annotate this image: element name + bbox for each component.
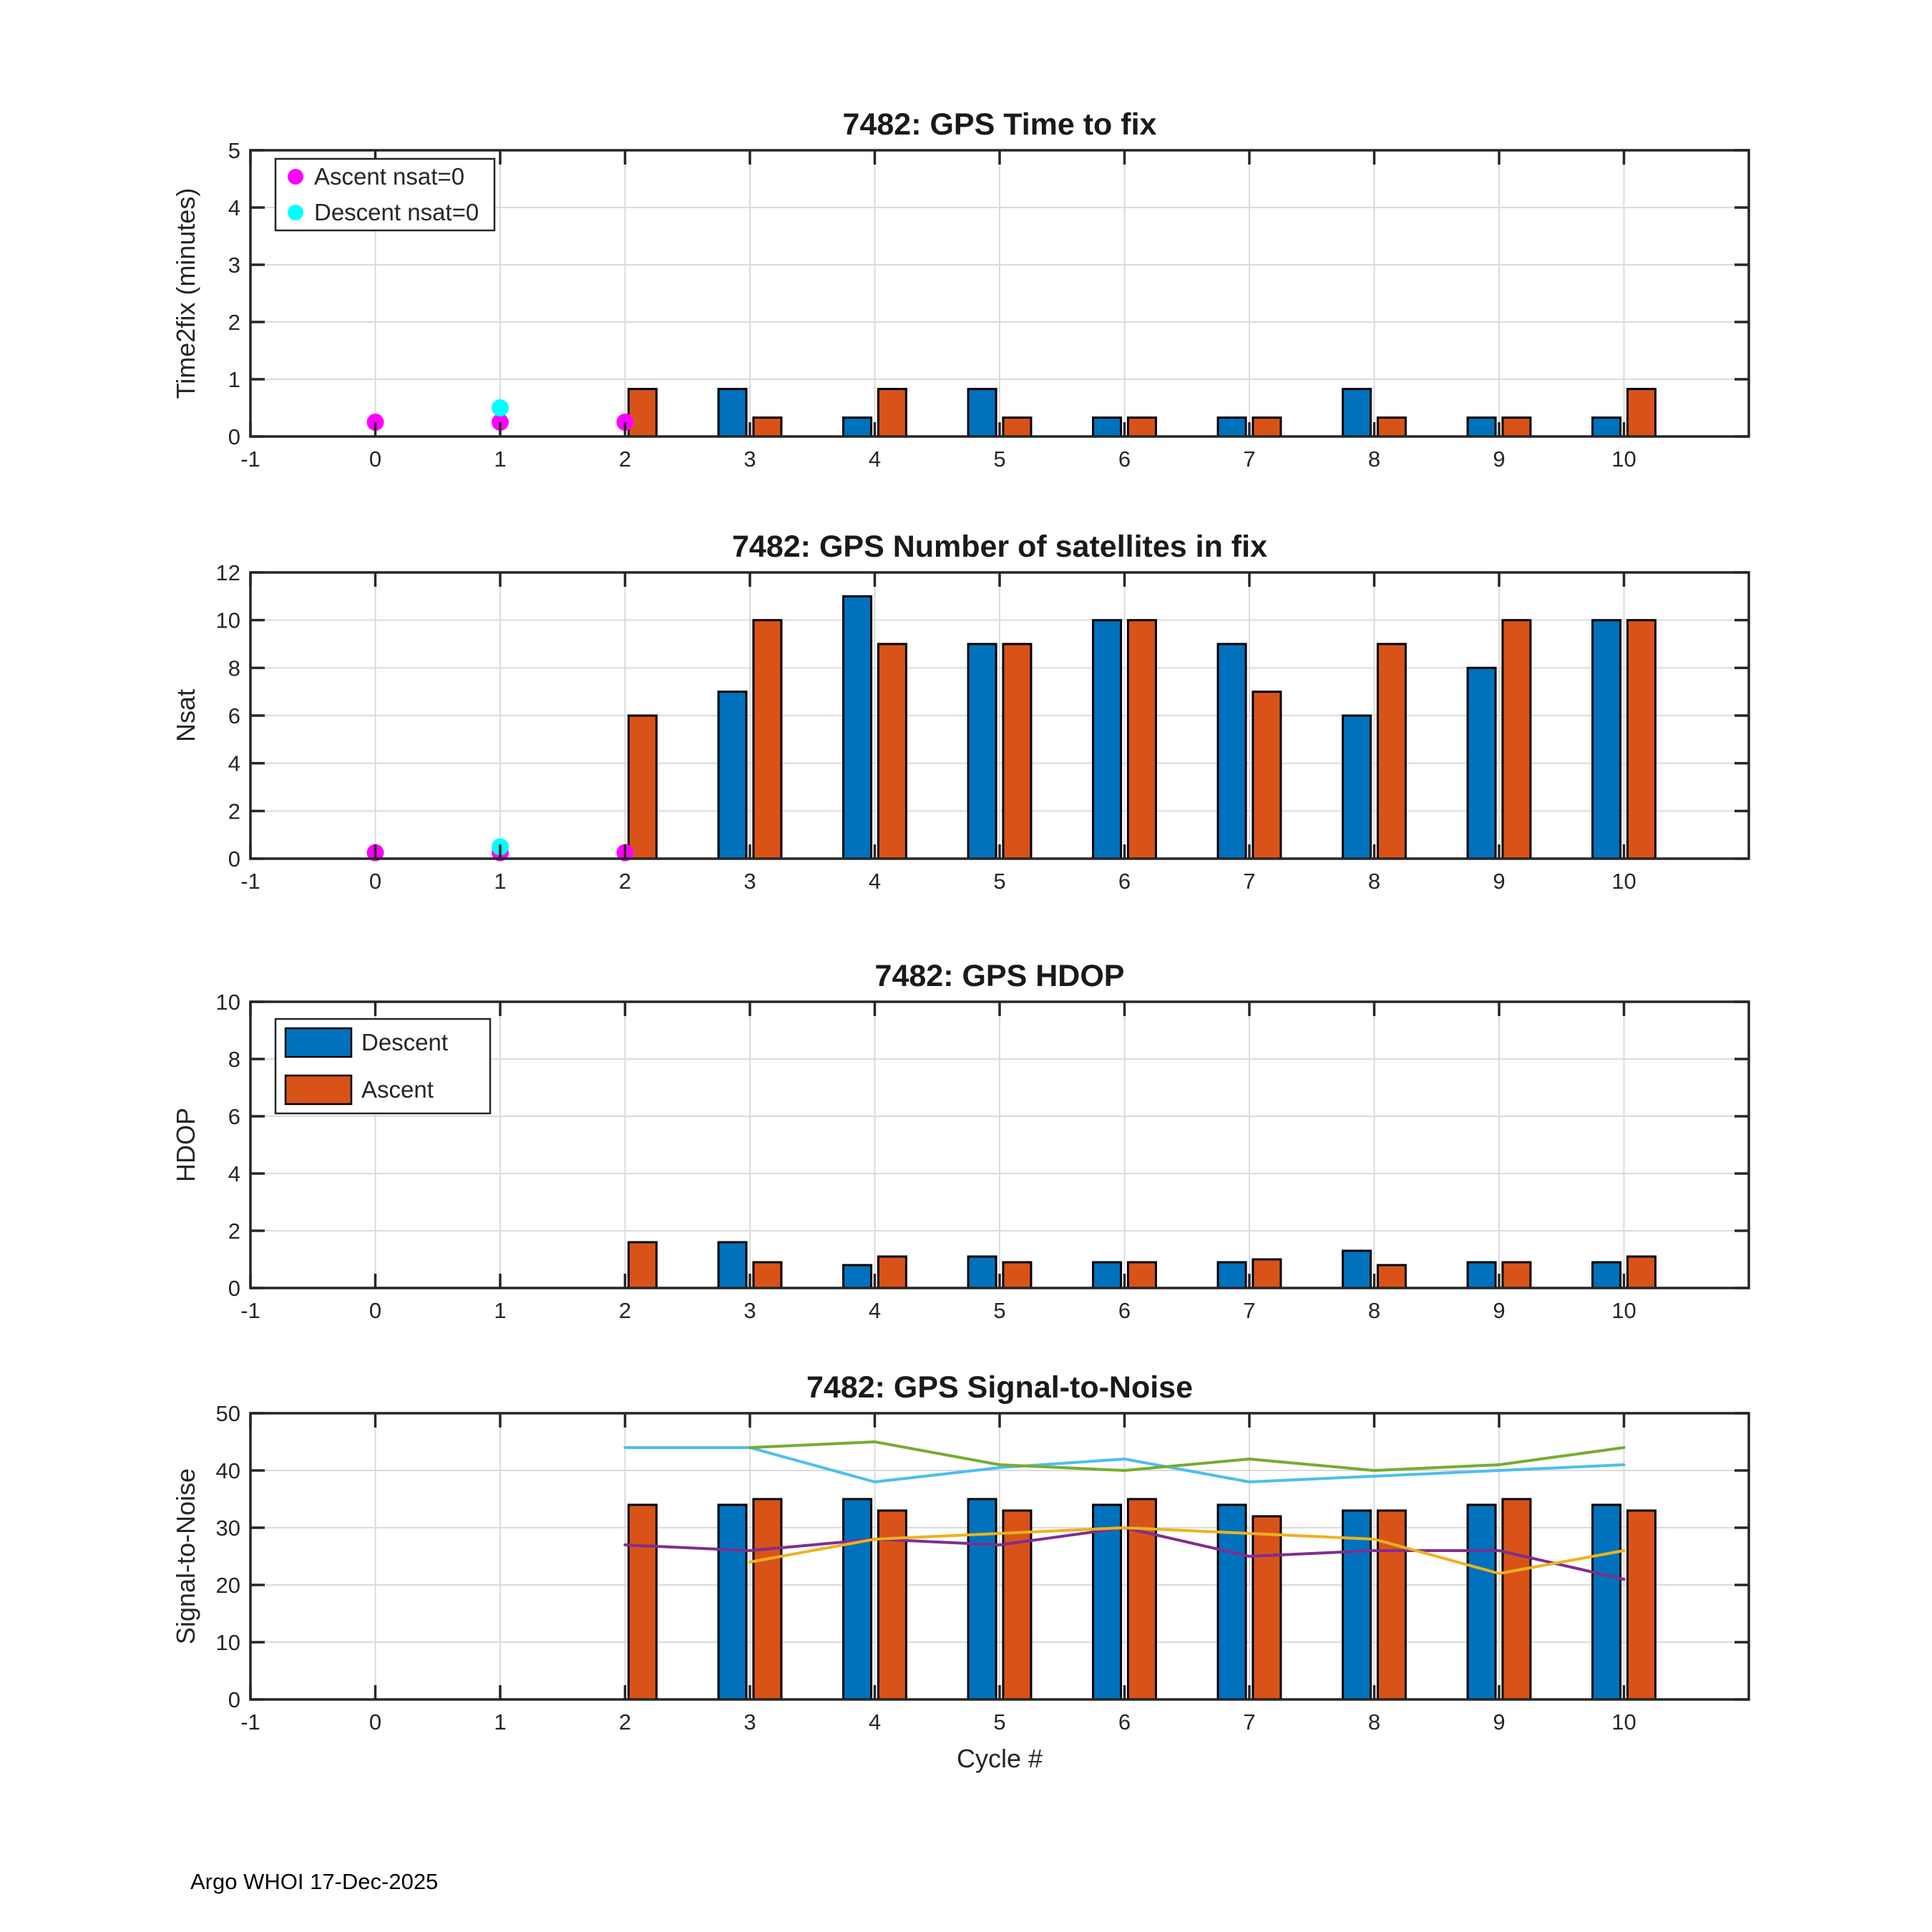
y-tick-label: 0 bbox=[228, 847, 240, 872]
x-tick-label: 10 bbox=[1611, 1298, 1636, 1323]
x-tick-label: 2 bbox=[618, 1298, 632, 1323]
x-tick-label: 1 bbox=[494, 1709, 507, 1735]
bar-descent-cycle-9 bbox=[1468, 1505, 1496, 1699]
x-tick-label: 0 bbox=[369, 1709, 382, 1735]
bar-descent-cycle-6 bbox=[1093, 418, 1121, 436]
x-tick-label: 5 bbox=[993, 1298, 1006, 1323]
x-tick-label: 7 bbox=[1243, 1298, 1256, 1323]
bar-ascent-cycle-7 bbox=[1253, 692, 1281, 859]
x-tick-label: 7 bbox=[1243, 869, 1256, 894]
y-tick-label: 10 bbox=[215, 1630, 240, 1655]
x-tick-label: 5 bbox=[993, 869, 1006, 894]
bar-ascent-cycle-8 bbox=[1377, 418, 1405, 436]
bar-descent-cycle-3 bbox=[718, 389, 746, 436]
x-tick-label: 3 bbox=[743, 869, 756, 894]
subplot-title: 7482: GPS HDOP bbox=[874, 959, 1125, 993]
x-tick-label: 1 bbox=[494, 1298, 507, 1323]
bar-descent-cycle-4 bbox=[844, 418, 872, 436]
x-tick-label: 4 bbox=[868, 1298, 882, 1323]
legend-marker-icon bbox=[288, 205, 303, 220]
y-axis-label: Time2fix (minutes) bbox=[171, 187, 200, 399]
x-tick-label: 2 bbox=[618, 1709, 632, 1735]
bar-ascent-cycle-3 bbox=[753, 620, 781, 859]
y-tick-label: 2 bbox=[228, 799, 240, 824]
bar-ascent-cycle-6 bbox=[1128, 1262, 1156, 1288]
x-tick-label: 10 bbox=[1611, 1709, 1636, 1735]
legend-label: Ascent bbox=[361, 1076, 434, 1103]
x-tick-label: 5 bbox=[993, 447, 1006, 472]
subplot-gps-signal-to-noise bbox=[171, 1370, 1749, 1773]
x-tick-label: 3 bbox=[743, 1298, 756, 1323]
subplot-gps-hdop bbox=[171, 959, 1749, 1323]
bar-ascent-cycle-9 bbox=[1503, 1499, 1531, 1699]
bar-ascent-cycle-5 bbox=[1003, 418, 1031, 436]
x-tick-label: 9 bbox=[1493, 869, 1506, 894]
bar-ascent-cycle-7 bbox=[1253, 1516, 1281, 1699]
x-tick-label: -1 bbox=[240, 1709, 260, 1735]
bar-descent-cycle-9 bbox=[1468, 1262, 1496, 1288]
y-tick-label: 6 bbox=[228, 1104, 240, 1129]
x-tick-label: 9 bbox=[1493, 447, 1506, 472]
bar-ascent-cycle-4 bbox=[878, 644, 906, 859]
y-tick-label: 3 bbox=[228, 253, 240, 278]
x-tick-label: 8 bbox=[1367, 1298, 1381, 1323]
bar-descent-cycle-10 bbox=[1593, 1262, 1621, 1288]
subplot-gps-time-to-fix bbox=[171, 107, 1749, 472]
bar-ascent-cycle-10 bbox=[1627, 620, 1655, 859]
bar-descent-cycle-8 bbox=[1343, 716, 1371, 859]
y-tick-label: 20 bbox=[215, 1573, 240, 1598]
subplot-gps-nsat bbox=[171, 530, 1749, 894]
bar-descent-cycle-4 bbox=[844, 1265, 872, 1288]
x-tick-label: 9 bbox=[1493, 1709, 1506, 1735]
x-tick-label: 7 bbox=[1243, 1709, 1256, 1735]
bar-ascent-cycle-2 bbox=[628, 1242, 656, 1288]
bar-ascent-cycle-9 bbox=[1503, 620, 1531, 859]
bar-ascent-cycle-8 bbox=[1377, 1511, 1405, 1699]
x-tick-label: 7 bbox=[1243, 447, 1256, 472]
x-tick-label: 2 bbox=[618, 869, 632, 894]
legend-patch-icon bbox=[286, 1075, 351, 1104]
legend-label: Descent nsat=0 bbox=[314, 199, 479, 225]
y-axis-label: Signal-to-Noise bbox=[171, 1468, 200, 1645]
bar-descent-cycle-6 bbox=[1093, 1262, 1121, 1288]
bar-descent-cycle-5 bbox=[968, 1257, 996, 1288]
bar-descent-cycle-8 bbox=[1343, 1251, 1371, 1288]
y-tick-label: 10 bbox=[215, 608, 240, 633]
legend-label: Descent bbox=[361, 1029, 449, 1055]
y-axis-label: Nsat bbox=[171, 688, 200, 743]
bar-ascent-cycle-3 bbox=[753, 1499, 781, 1699]
x-tick-label: 1 bbox=[494, 447, 507, 472]
legend-gps-time-to-fix bbox=[275, 159, 494, 230]
bar-descent-cycle-10 bbox=[1593, 1505, 1621, 1699]
y-tick-label: 12 bbox=[215, 560, 240, 585]
bar-descent-cycle-5 bbox=[968, 389, 996, 436]
bar-ascent-cycle-9 bbox=[1503, 1262, 1531, 1288]
bar-ascent-cycle-6 bbox=[1128, 418, 1156, 436]
y-tick-label: 2 bbox=[228, 310, 240, 335]
x-tick-label: 8 bbox=[1367, 869, 1381, 894]
bar-ascent-cycle-8 bbox=[1377, 644, 1405, 859]
legend-marker-icon bbox=[288, 169, 303, 185]
x-tick-label: 6 bbox=[1118, 1298, 1131, 1323]
x-tick-label: 0 bbox=[369, 1298, 382, 1323]
x-tick-label: 10 bbox=[1611, 869, 1636, 894]
bar-descent-cycle-3 bbox=[718, 692, 746, 859]
bar-descent-cycle-6 bbox=[1093, 1505, 1121, 1699]
x-tick-label: -1 bbox=[240, 447, 260, 472]
x-tick-label: 0 bbox=[369, 869, 382, 894]
y-tick-label: 0 bbox=[228, 424, 240, 449]
subplot-title: 7482: GPS Signal-to-Noise bbox=[806, 1370, 1194, 1405]
bar-descent-cycle-6 bbox=[1093, 620, 1121, 859]
bar-descent-cycle-5 bbox=[968, 1499, 996, 1699]
x-tick-label: 6 bbox=[1118, 1709, 1131, 1735]
x-tick-label: 0 bbox=[369, 447, 382, 472]
y-tick-label: 4 bbox=[228, 751, 240, 776]
bar-descent-cycle-8 bbox=[1343, 389, 1371, 436]
bar-ascent-cycle-7 bbox=[1253, 418, 1281, 436]
legend-patch-icon bbox=[286, 1028, 351, 1057]
x-tick-label: 6 bbox=[1118, 447, 1131, 472]
y-tick-label: 40 bbox=[215, 1458, 240, 1483]
bar-descent-cycle-7 bbox=[1218, 1262, 1246, 1288]
bar-descent-cycle-4 bbox=[844, 1499, 872, 1699]
y-tick-label: 4 bbox=[228, 195, 240, 220]
bar-ascent-cycle-5 bbox=[1003, 1511, 1031, 1699]
bar-descent-cycle-10 bbox=[1593, 418, 1621, 436]
bar-descent-cycle-4 bbox=[844, 596, 872, 859]
bar-ascent-cycle-5 bbox=[1003, 1262, 1031, 1288]
x-tick-label: 5 bbox=[993, 1709, 1006, 1735]
x-axis-label: Cycle # bbox=[956, 1744, 1043, 1773]
bar-ascent-cycle-4 bbox=[878, 1257, 906, 1288]
subplot-title: 7482: GPS Time to fix bbox=[842, 107, 1157, 142]
bar-descent-cycle-7 bbox=[1218, 644, 1246, 859]
y-tick-label: 5 bbox=[228, 138, 240, 163]
bar-descent-cycle-9 bbox=[1468, 668, 1496, 859]
bar-ascent-cycle-10 bbox=[1627, 389, 1655, 436]
bar-ascent-cycle-4 bbox=[878, 389, 906, 436]
footer-text: Argo WHOI 17-Dec-2025 bbox=[190, 1869, 439, 1894]
bar-descent-cycle-3 bbox=[718, 1242, 746, 1288]
y-tick-label: 2 bbox=[228, 1219, 240, 1244]
snr-line-green bbox=[750, 1442, 1624, 1470]
bar-descent-cycle-9 bbox=[1468, 418, 1496, 436]
x-tick-label: -1 bbox=[240, 1298, 260, 1323]
y-tick-label: 1 bbox=[228, 367, 240, 392]
y-tick-label: 4 bbox=[228, 1161, 240, 1186]
x-tick-label: 1 bbox=[494, 869, 507, 894]
y-tick-label: 8 bbox=[228, 655, 240, 681]
y-tick-label: 30 bbox=[215, 1516, 240, 1541]
y-tick-label: 0 bbox=[228, 1687, 240, 1712]
x-tick-label: 4 bbox=[868, 869, 882, 894]
legend-gps-hdop bbox=[275, 1019, 490, 1113]
bar-descent-cycle-3 bbox=[718, 1505, 746, 1699]
x-tick-label: 10 bbox=[1611, 447, 1636, 472]
x-tick-label: 8 bbox=[1367, 447, 1381, 472]
bar-ascent-cycle-9 bbox=[1503, 418, 1531, 436]
x-tick-label: 4 bbox=[868, 1709, 882, 1735]
x-tick-label: 6 bbox=[1118, 869, 1131, 894]
x-tick-label: 4 bbox=[868, 447, 882, 472]
legend-label: Ascent nsat=0 bbox=[314, 163, 465, 190]
x-tick-label: 2 bbox=[618, 447, 632, 472]
y-tick-label: 50 bbox=[215, 1401, 240, 1426]
bar-descent-cycle-7 bbox=[1218, 418, 1246, 436]
bar-ascent-cycle-3 bbox=[753, 418, 781, 436]
bar-ascent-cycle-2 bbox=[628, 1505, 656, 1699]
y-tick-label: 8 bbox=[228, 1047, 240, 1072]
bar-ascent-cycle-7 bbox=[1253, 1259, 1281, 1288]
bar-ascent-cycle-3 bbox=[753, 1262, 781, 1288]
bar-descent-cycle-10 bbox=[1593, 620, 1621, 859]
x-tick-label: -1 bbox=[240, 869, 260, 894]
bar-ascent-cycle-2 bbox=[628, 389, 656, 436]
bar-ascent-cycle-10 bbox=[1627, 1511, 1655, 1699]
marker-descent-nsat-0 bbox=[492, 399, 509, 416]
y-tick-label: 10 bbox=[215, 990, 240, 1015]
y-tick-label: 6 bbox=[228, 703, 240, 728]
bar-ascent-cycle-5 bbox=[1003, 644, 1031, 859]
subplot-title: 7482: GPS Number of satellites in fix bbox=[732, 530, 1267, 564]
bar-descent-cycle-5 bbox=[968, 644, 996, 859]
bar-ascent-cycle-8 bbox=[1377, 1265, 1405, 1288]
y-tick-label: 0 bbox=[228, 1276, 240, 1301]
bar-ascent-cycle-6 bbox=[1128, 620, 1156, 859]
bar-ascent-cycle-2 bbox=[628, 716, 656, 859]
x-tick-label: 3 bbox=[743, 447, 756, 472]
bar-ascent-cycle-10 bbox=[1627, 1257, 1655, 1288]
x-tick-label: 9 bbox=[1493, 1298, 1506, 1323]
x-tick-label: 8 bbox=[1367, 1709, 1381, 1735]
x-tick-label: 3 bbox=[743, 1709, 756, 1735]
y-axis-label: HDOP bbox=[171, 1107, 200, 1183]
